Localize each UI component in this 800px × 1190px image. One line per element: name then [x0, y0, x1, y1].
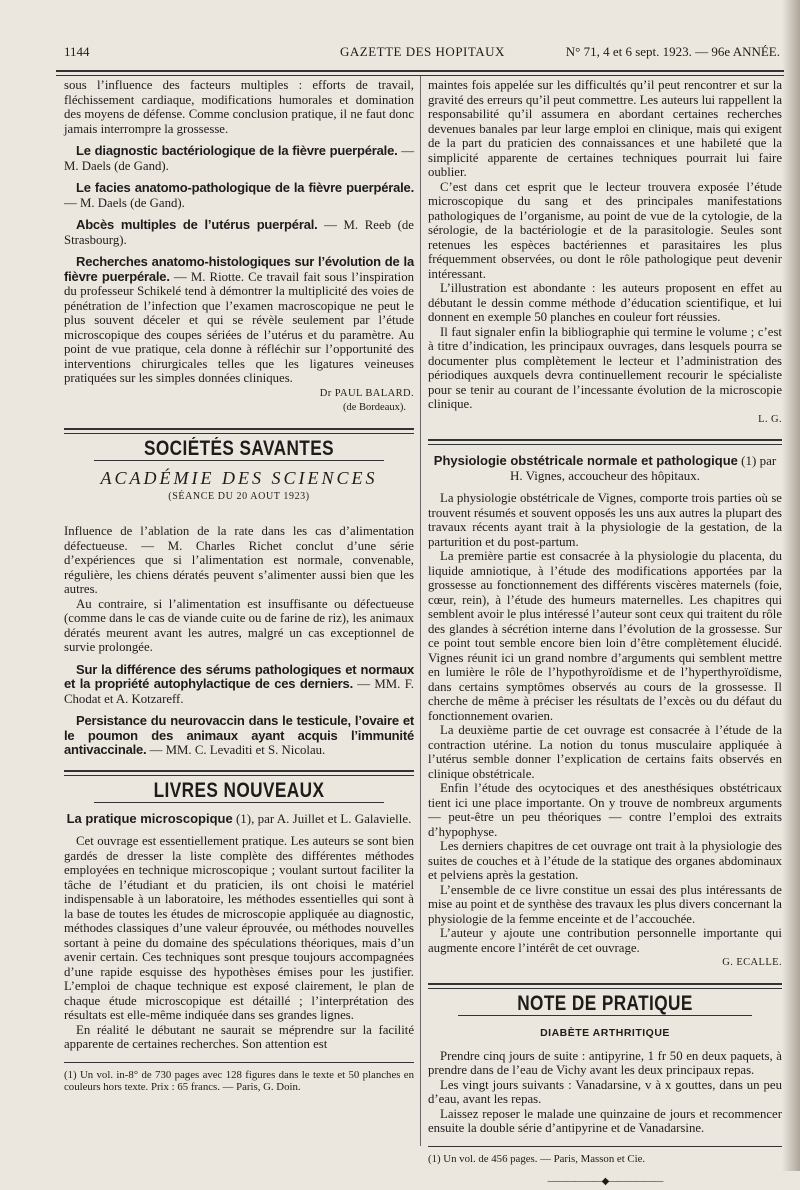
book-authors: (1) par H. Vignes, accoucheur des hôpitaux.: [510, 453, 777, 483]
entry-richet: [64, 524, 414, 597]
thin-rule: [94, 802, 384, 803]
book-title: La pratique microscopique: [66, 811, 233, 826]
section-heading-note: NOTE DE PRATIQUE: [517, 991, 693, 1015]
footnote: (1) Un vol. de 456 pages. — Paris, Masson et Cie.: [428, 1152, 646, 1165]
signature: L. G.: [758, 413, 782, 425]
entry-levaditi: [64, 714, 414, 758]
section-heading-societes: SOCIÉTÉS SAVANTES: [143, 436, 335, 460]
entry-authors: — M. Reeb (de Strasbourg).: [64, 218, 414, 247]
entry-body: — M. Charles Richet conclut d’une série d’expériences que si l’alimentation est normale, convenable, régulière, les chiens dératés peuvent s’alimenter aussi bien que les autres.: [64, 538, 414, 596]
paragraph: Les derniers chapitres de cet ouvrage ont trait à la physiologie des suites de couches et à l’étude de la statique des organes abdominaux et pelviens après la gestation.: [428, 839, 782, 882]
paragraph: Cet ouvrage est essentiellement pratique. Les auteurs se sont bien gardés de dresser la liste complète des différentes méthodes employées en technique microscopique ; voulant surtout faciliter la tâche de l’étudiant et du praticien, ils ont choisi le matériel indispensable à un laboratoire, les méthodes essentielles qui sont à la base de toutes les études de microscopie appliquée au diagnostic, méthodes classiques d’une valeur éprouvée, ou méthodes nouvelles sortant à peine du domaine des spéculations théoriques, mais d’un avenir certain. Ces techniques sont presque toujours accompagnées d’une rapide esquisse des hypothèses émises pour les justifier. L’emploi de chaque technique est exposé clairement, le plan de chaque étude microscopique est détaillé ; l’interprétation des résultats est elle-même indiquée dans ses grandes lignes.: [64, 834, 414, 1022]
entry-title: Le facies anatomo-pathologique de la fièvre puerpérale.: [76, 180, 414, 195]
footnote: (1) Un vol. in-8° de 730 pages avec 128 figures dans le texte et 50 planches en couleurs hors texte. Prix : 65 francs. — Paris, G. Doin.: [64, 1068, 414, 1093]
section-rule: [428, 983, 782, 989]
page-number: 1144: [64, 44, 90, 59]
entry-authors: — M. Daels (de Gand).: [64, 144, 415, 173]
book-authors: (1), par A. Juillet et L. Galavielle.: [232, 811, 412, 826]
note-subheading: DIABÈTE ARTHRITIQUE: [540, 1027, 670, 1039]
entry-reeb: [64, 218, 414, 247]
paragraph: sous l’influence des facteurs multiples : efforts de travail, fléchissement cardiaque, modifications humorales et domination des moyens de défense. Comme conclusion pratique, il ne faut donc jamais interrompre la grossesse.: [64, 78, 414, 136]
entry-title: Recherches anatomo-histologiques sur l’évolution de la fièvre puerpérale.: [64, 254, 414, 284]
column-rule: [420, 76, 421, 1146]
ornament-rule-icon: ——————◆——————: [547, 1176, 663, 1187]
section-rule: [64, 428, 414, 434]
signature: G. ECALLE.: [722, 957, 782, 968]
entry-authors: — M. Daels (de Gand).: [64, 195, 185, 210]
paragraph: Laissez reposer le malade une quinzaine de jours et recommencer ensuite la double série d’antipyrine et de Vanadarsine.: [428, 1106, 782, 1135]
paragraph: Les vingt jours suivants : Vanadarsine, v à x gouttes, dans un peu d’eau, avant les repas.: [428, 1077, 782, 1106]
section-heading-livres: LIVRES NOUVEAUX: [153, 778, 325, 802]
footnote-rule: [64, 1062, 414, 1063]
book-title: Physiologie obstétricale normale et pathologique: [433, 453, 738, 468]
entry-title: Abcès multiples de l’utérus puerpéral.: [76, 217, 318, 232]
entry-authors: — MM. F. Chodat et A. Kotzareff.: [64, 677, 414, 706]
paragraph: Au contraire, si l’alimentation est insuffisante ou défectueuse (comme dans le cas de viande cuite ou de farine de riz), les animaux dératés meurent avant les autres, malgré un cas exceptionnel de survie prolongée.: [64, 596, 414, 654]
paragraph: L’auteur y ajoute une contribution personnelle importante qui augmente encore l’intérêt de cet ouvrage.: [428, 926, 782, 955]
paragraph: La deuxième partie de cet ouvrage est consacrée à l’étude de la contraction utérine. La notion du tonus musculaire appliquée à l’utérus semble donner l’explication de certains faits observés en clinique obstétricale.: [428, 723, 782, 781]
entry-authors: — MM. C. Levaditi et S. Nicolau.: [146, 743, 326, 757]
paragraph: Enfin l’étude des ocytociques et des anesthésiques obstétricaux tient ici une place importante. On y trouve de nombreux arguments — peut-être un peu théoriques — contre l’emploi des extraits d’hypophyse.: [428, 781, 782, 839]
thin-rule: [94, 460, 384, 461]
entry-body: — M. Riotte. Ce travail fait sous l’inspiration du professeur Schikelé tend à démontrer la multiplicité des voies de pénétration de l’infection que l’examen macroscopique ne peut le plus souvent déceler et qui se révèle seulement par l’étude microscopique des coupes sériées de l’utérus et du paramètre. Au point de vue pratique, cela donne à réfléchir sur l’opportunité des interventions chirurgicales telles que les ligatures veineuses pratiquées sur les simples données cliniques.: [64, 269, 414, 385]
entry-title: Le diagnostic bactériologique de la fièvre puerpérale.: [76, 143, 398, 158]
entry-title: Sur la différence des sérums pathologiques et normaux et la propriété autophylactique de ces derniers.: [64, 661, 414, 691]
academy-heading: ACADÉMIE DES SCIENCES: [100, 468, 378, 488]
signature-place: (de Bordeaux).: [343, 402, 406, 413]
paragraph: L’illustration est abondante : les auteurs proposent en effet au débutant le dessin comme méthode d’éducation scientifique, et lui donnent en exemple 50 planches en couleur fort réussies.: [428, 281, 782, 324]
thin-rule: [458, 1015, 752, 1016]
left-column: [64, 78, 414, 1094]
paragraph: Il faut signaler enfin la bibliographie qui termine le volume ; c’est à titre d’indication, les principaux ouvrages, dans lesquels pourra se documenter plus complètement le lecteur et l’administration des périodiques auxquels devra continuellement recourir le spécialiste pour se tenir au courant de l’incessante évolution de la microscopie clinique.: [428, 324, 782, 411]
journal-title: GAZETTE DES HOPITAUX: [340, 44, 505, 59]
paragraph: L’ensemble de ce livre constitue un essai des plus intéressants de mise au point et de synthèse des travaux les plus divers concernant la physiologie de la femme enceinte et de l’accouchée.: [428, 882, 782, 926]
issue-info: N° 71, 4 et 6 sept. 1923. — 96e ANNÉE.: [565, 44, 780, 59]
session-date: (SÉANCE DU 20 AOUT 1923): [168, 490, 310, 502]
right-column: [428, 78, 782, 1190]
page-edge-shadow: [782, 0, 800, 1171]
entry-riotte: [64, 255, 414, 386]
entry-title: Influence de l’ablation de la rate dans les cas d’alimentation défectueuse.: [64, 524, 414, 553]
paragraph: La première partie est consacrée à la physiologie du placenta, du liquide amniotique, à l’étude des modifications apportées par la grossesse au fonctionnement des différents viscères maternels (foie, cœur, rein), à l’étude des humeurs maternelles. Les chapitres qui semblent avoir le plus intéressé l’auteur sont ceux qui traitent du rôle des glandes à sécrétion interne dans l’évolution de la grossesse. Sur ce point tout semble encore bien loin d’être complètement élucidé. Vignes réunit ici un grand nombre d’arguments qui semblent mettre en lumière le rôle de l’hypothyroïdisme et de l’hyperthyroïdisme, dans certains symptômes observés au cours de la grossesse. Il cherche de même à préciser les résultats de l’excès ou du défaut du fonctionnement ovarien.: [428, 549, 782, 723]
entry-chodat: [64, 663, 414, 707]
signature: Dr PAUL BALARD.: [319, 387, 414, 399]
paragraph: En réalité le débutant ne saurait se méprendre sur la facilité apparente de certaines recherches. Son attention est: [64, 1022, 414, 1051]
footnote-rule: [428, 1146, 782, 1147]
running-header: [64, 44, 780, 64]
section-rule: [64, 770, 414, 776]
entry-daels-1: [64, 144, 414, 173]
entry-daels-2: [64, 181, 414, 210]
entry-title: Persistance du neurovaccin dans le testicule, l’ovaire et le poumon des animaux ayant acquis l’immunité antivaccinale.: [64, 713, 414, 757]
book-heading: [64, 811, 414, 826]
paragraph: maintes fois appelée sur les difficultés qu’il peut rencontrer et sur la gravité des erreurs qu’il peut commettre. Les auteurs lui rappellent la responsabilité qu’il assumera en abordant certaines recherches devenues banales par leur large emploi en clinique, mais qui exigent de la part du praticien des connaissances et une habileté que la simplicité apparente de certaines techniques pourrait lui faire oublier.: [428, 78, 782, 179]
section-rule: [428, 439, 782, 445]
paragraph: La physiologie obstétricale de Vignes, comporte trois parties où se trouvent résumés et souvent opposés les uns aux autres la plupart des travaux récents ayant trait à la physiologie de la gestation, de la parturition et du post-partum.: [428, 491, 782, 549]
paragraph: C’est dans cet esprit que le lecteur trouvera exposée l’étude microscopique du sang et des principales manifestations pathologiques de l’organisme, au point de vue de la cytologie, de la sérologie, de la bactériologie et de la parasitologie. Seules sont retenues les espèces bactériennes et parasitaires les plus fréquemment observées, ou dont le rôle pathologique peut devenir intéressant.: [428, 179, 782, 281]
paragraph: Prendre cinq jours de suite : antipyrine, 1 fr 50 en deux paquets, à prendre dans de l’eau de Vichy avant les deux principaux repas.: [428, 1048, 782, 1077]
book-heading: [428, 453, 782, 483]
